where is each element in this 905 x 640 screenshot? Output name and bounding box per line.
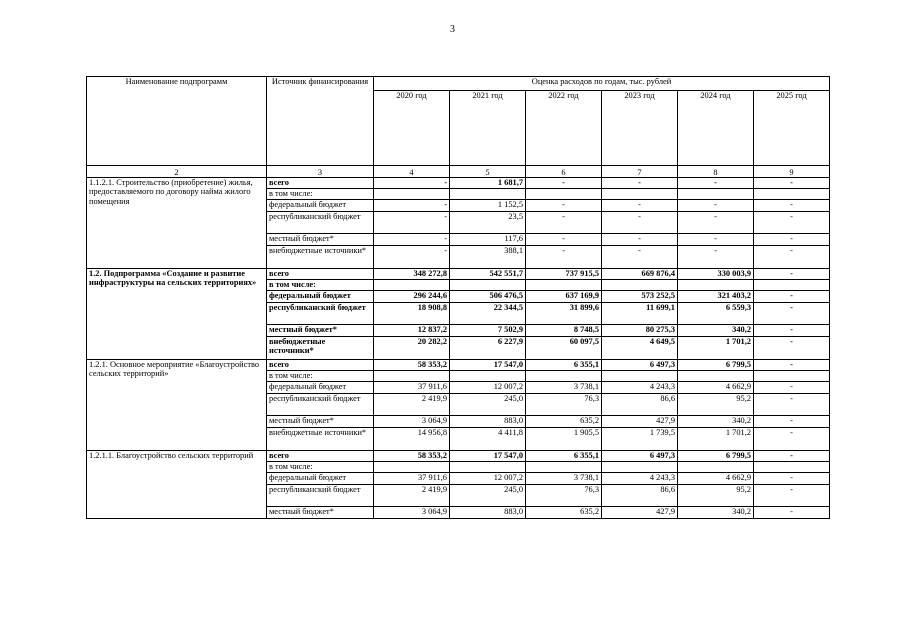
page-number: 3 [450,24,455,35]
funding-source: внебюджетные источники* [267,246,374,269]
funding-source: в том числе: [267,462,374,473]
amount-cell: - [374,178,450,189]
amount-cell [450,462,526,473]
amount-cell: - [526,246,602,269]
amount-cell: 12 007,2 [450,382,526,394]
header-year: 2022 год [526,91,602,166]
amount-cell: - [374,246,450,269]
funding-source: местный бюджет* [267,234,374,246]
funding-source: республиканский бюджет [267,212,374,234]
funding-source: местный бюджет* [267,325,374,337]
amount-cell: 6 355,1 [526,360,602,371]
amount-cell [526,280,602,291]
amount-cell [526,189,602,200]
column-number: 8 [678,166,754,178]
amount-cell: 11 699,1 [602,303,678,325]
amount-cell: 58 353,2 [374,451,450,462]
column-number: 5 [450,166,526,178]
subprogram-name: 1.2. Подпрограмма «Создание и развитие инфраструктуры на сельских территориях» [87,269,267,360]
amount-cell: - [602,246,678,269]
header-year: 2021 год [450,91,526,166]
funding-source: республиканский бюджет [267,303,374,325]
amount-cell: 6 227,9 [450,337,526,360]
amount-cell: - [754,394,830,416]
amount-cell: 1 905,5 [526,428,602,451]
amount-cell: - [374,212,450,234]
amount-cell: - [754,382,830,394]
amount-cell: 388,1 [450,246,526,269]
amount-cell: 340,2 [678,507,754,519]
amount-cell: 635,2 [526,507,602,519]
amount-cell [602,280,678,291]
amount-cell: 4 411,8 [450,428,526,451]
amount-cell: - [678,234,754,246]
amount-cell: - [602,234,678,246]
funding-source: республиканский бюджет [267,485,374,507]
amount-cell: 12 007,2 [450,473,526,485]
amount-cell: - [678,212,754,234]
amount-cell: 427,9 [602,507,678,519]
amount-cell: - [526,200,602,212]
amount-cell: - [754,485,830,507]
amount-cell: - [754,416,830,428]
column-number: 6 [526,166,602,178]
amount-cell: - [602,212,678,234]
amount-cell: - [602,178,678,189]
amount-cell: 14 956,8 [374,428,450,451]
amount-cell: - [374,200,450,212]
amount-cell: 6 799,5 [678,451,754,462]
column-number: 7 [602,166,678,178]
funding-source: всего [267,269,374,280]
amount-cell: 635,2 [526,416,602,428]
amount-cell: 7 502,9 [450,325,526,337]
header-years-title: Оценка расходов по годам, тыс. рублей [374,77,830,91]
amount-cell: 669 876,4 [602,269,678,280]
amount-cell: - [754,200,830,212]
amount-cell: 637 169,9 [526,291,602,303]
header-year: 2025 год [754,91,830,166]
amount-cell: 86,6 [602,394,678,416]
column-number: 3 [267,166,374,178]
amount-cell [678,280,754,291]
amount-cell: 17 547,0 [450,451,526,462]
header-subprogram-name: Наименование подпрограмм [87,77,267,166]
amount-cell: 330 003,9 [678,269,754,280]
table-row [87,451,830,462]
amount-cell: - [678,200,754,212]
amount-cell: 17 547,0 [450,360,526,371]
amount-cell [374,371,450,382]
amount-cell: 4 662,9 [678,473,754,485]
amount-cell: 2 419,9 [374,394,450,416]
subprogram-name: 1.2.1. Основное мероприятие «Благоустройство сельских территорий» [87,360,267,451]
amount-cell [678,371,754,382]
amount-cell: 117,6 [450,234,526,246]
amount-cell: 20 282,2 [374,337,450,360]
header-year: 2023 год [602,91,678,166]
amount-cell: 296 244,6 [374,291,450,303]
amount-cell: 573 252,5 [602,291,678,303]
amount-cell: 23,5 [450,212,526,234]
funding-source: федеральный бюджет [267,291,374,303]
amount-cell: - [754,337,830,360]
amount-cell: - [754,246,830,269]
amount-cell: 4 649,5 [602,337,678,360]
amount-cell: - [678,246,754,269]
amount-cell: - [526,178,602,189]
amount-cell: - [678,178,754,189]
funding-source: республиканский бюджет [267,394,374,416]
amount-cell: 3 738,1 [526,473,602,485]
header-year: 2020 год [374,91,450,166]
amount-cell: 1 701,2 [678,428,754,451]
amount-cell [450,371,526,382]
amount-cell: - [754,212,830,234]
amount-cell: 12 837,2 [374,325,450,337]
amount-cell: 348 272,8 [374,269,450,280]
amount-cell: - [754,473,830,485]
amount-cell: - [526,212,602,234]
amount-cell: 6 497,3 [602,360,678,371]
amount-cell [602,371,678,382]
amount-cell: - [602,200,678,212]
funding-source: в том числе: [267,371,374,382]
amount-cell: 8 748,5 [526,325,602,337]
amount-cell: 3 738,1 [526,382,602,394]
amount-cell: - [754,360,830,371]
amount-cell: - [754,451,830,462]
amount-cell: 4 243,3 [602,473,678,485]
amount-cell: 76,3 [526,394,602,416]
amount-cell [374,280,450,291]
table-row [87,178,830,189]
amount-cell: 31 899,6 [526,303,602,325]
amount-cell: 2 419,9 [374,485,450,507]
funding-source: всего [267,360,374,371]
amount-cell: 3 064,9 [374,416,450,428]
table-row [87,269,830,280]
funding-source: местный бюджет* [267,507,374,519]
amount-cell: 18 908,8 [374,303,450,325]
amount-cell: - [374,234,450,246]
amount-cell: 80 275,3 [602,325,678,337]
amount-cell [374,189,450,200]
subprogram-name: 1.1.2.1. Строительство (приобретение) жилья, предоставляемого по договору найма жилого помещения [87,178,267,269]
amount-cell [754,371,830,382]
amount-cell [678,189,754,200]
column-number: 2 [87,166,267,178]
amount-cell: 245,0 [450,394,526,416]
amount-cell [526,371,602,382]
amount-cell: 542 551,7 [450,269,526,280]
amount-cell: 340,2 [678,416,754,428]
amount-cell: 1 152,5 [450,200,526,212]
amount-cell: 95,2 [678,485,754,507]
amount-cell: 340,2 [678,325,754,337]
amount-cell [450,280,526,291]
amount-cell: - [754,325,830,337]
amount-cell: 6 355,1 [526,451,602,462]
amount-cell: 37 911,6 [374,473,450,485]
amount-cell: - [754,291,830,303]
amount-cell: 506 476,5 [450,291,526,303]
funding-source: в том числе: [267,189,374,200]
amount-cell: 883,0 [450,416,526,428]
amount-cell: 95,2 [678,394,754,416]
amount-cell: 1 739,5 [602,428,678,451]
amount-cell: 883,0 [450,507,526,519]
funding-source: федеральный бюджет [267,473,374,485]
funding-source: всего [267,451,374,462]
amount-cell: - [754,234,830,246]
budget-table [86,76,830,519]
amount-cell: 427,9 [602,416,678,428]
funding-source: федеральный бюджет [267,382,374,394]
amount-cell [374,462,450,473]
column-number: 4 [374,166,450,178]
amount-cell: 321 403,2 [678,291,754,303]
funding-source: в том числе: [267,280,374,291]
funding-source: всего [267,178,374,189]
table-row [87,360,830,371]
amount-cell: 245,0 [450,485,526,507]
amount-cell [754,280,830,291]
amount-cell [678,462,754,473]
amount-cell: - [754,507,830,519]
amount-cell: 86,6 [602,485,678,507]
amount-cell: 37 911,6 [374,382,450,394]
amount-cell: 60 097,5 [526,337,602,360]
funding-source: внебюджетные источники* [267,337,374,360]
amount-cell [754,189,830,200]
amount-cell: 4 243,3 [602,382,678,394]
amount-cell: 58 353,2 [374,360,450,371]
amount-cell: 4 662,9 [678,382,754,394]
funding-source: федеральный бюджет [267,200,374,212]
subprogram-name: 1.2.1.1. Благоустройство сельских территорий [87,451,267,519]
amount-cell: 1 681,7 [450,178,526,189]
amount-cell: 22 344,5 [450,303,526,325]
column-number: 9 [754,166,830,178]
funding-source: местный бюджет* [267,416,374,428]
amount-cell: 76,3 [526,485,602,507]
header-funding-source: Источник финансирования [267,77,374,166]
amount-cell: 6 559,3 [678,303,754,325]
amount-cell [450,189,526,200]
amount-cell: - [754,269,830,280]
amount-cell: - [754,178,830,189]
funding-source: внебюджетные источники* [267,428,374,451]
column-number-row [87,166,830,178]
amount-cell [754,462,830,473]
amount-cell: 6 799,5 [678,360,754,371]
amount-cell: - [754,428,830,451]
amount-cell: 737 915,5 [526,269,602,280]
amount-cell [602,189,678,200]
amount-cell: - [526,234,602,246]
amount-cell: 3 064,9 [374,507,450,519]
amount-cell [602,462,678,473]
amount-cell [526,462,602,473]
amount-cell: 6 497,3 [602,451,678,462]
amount-cell: 1 701,2 [678,337,754,360]
header-year: 2024 год [678,91,754,166]
amount-cell: - [754,303,830,325]
